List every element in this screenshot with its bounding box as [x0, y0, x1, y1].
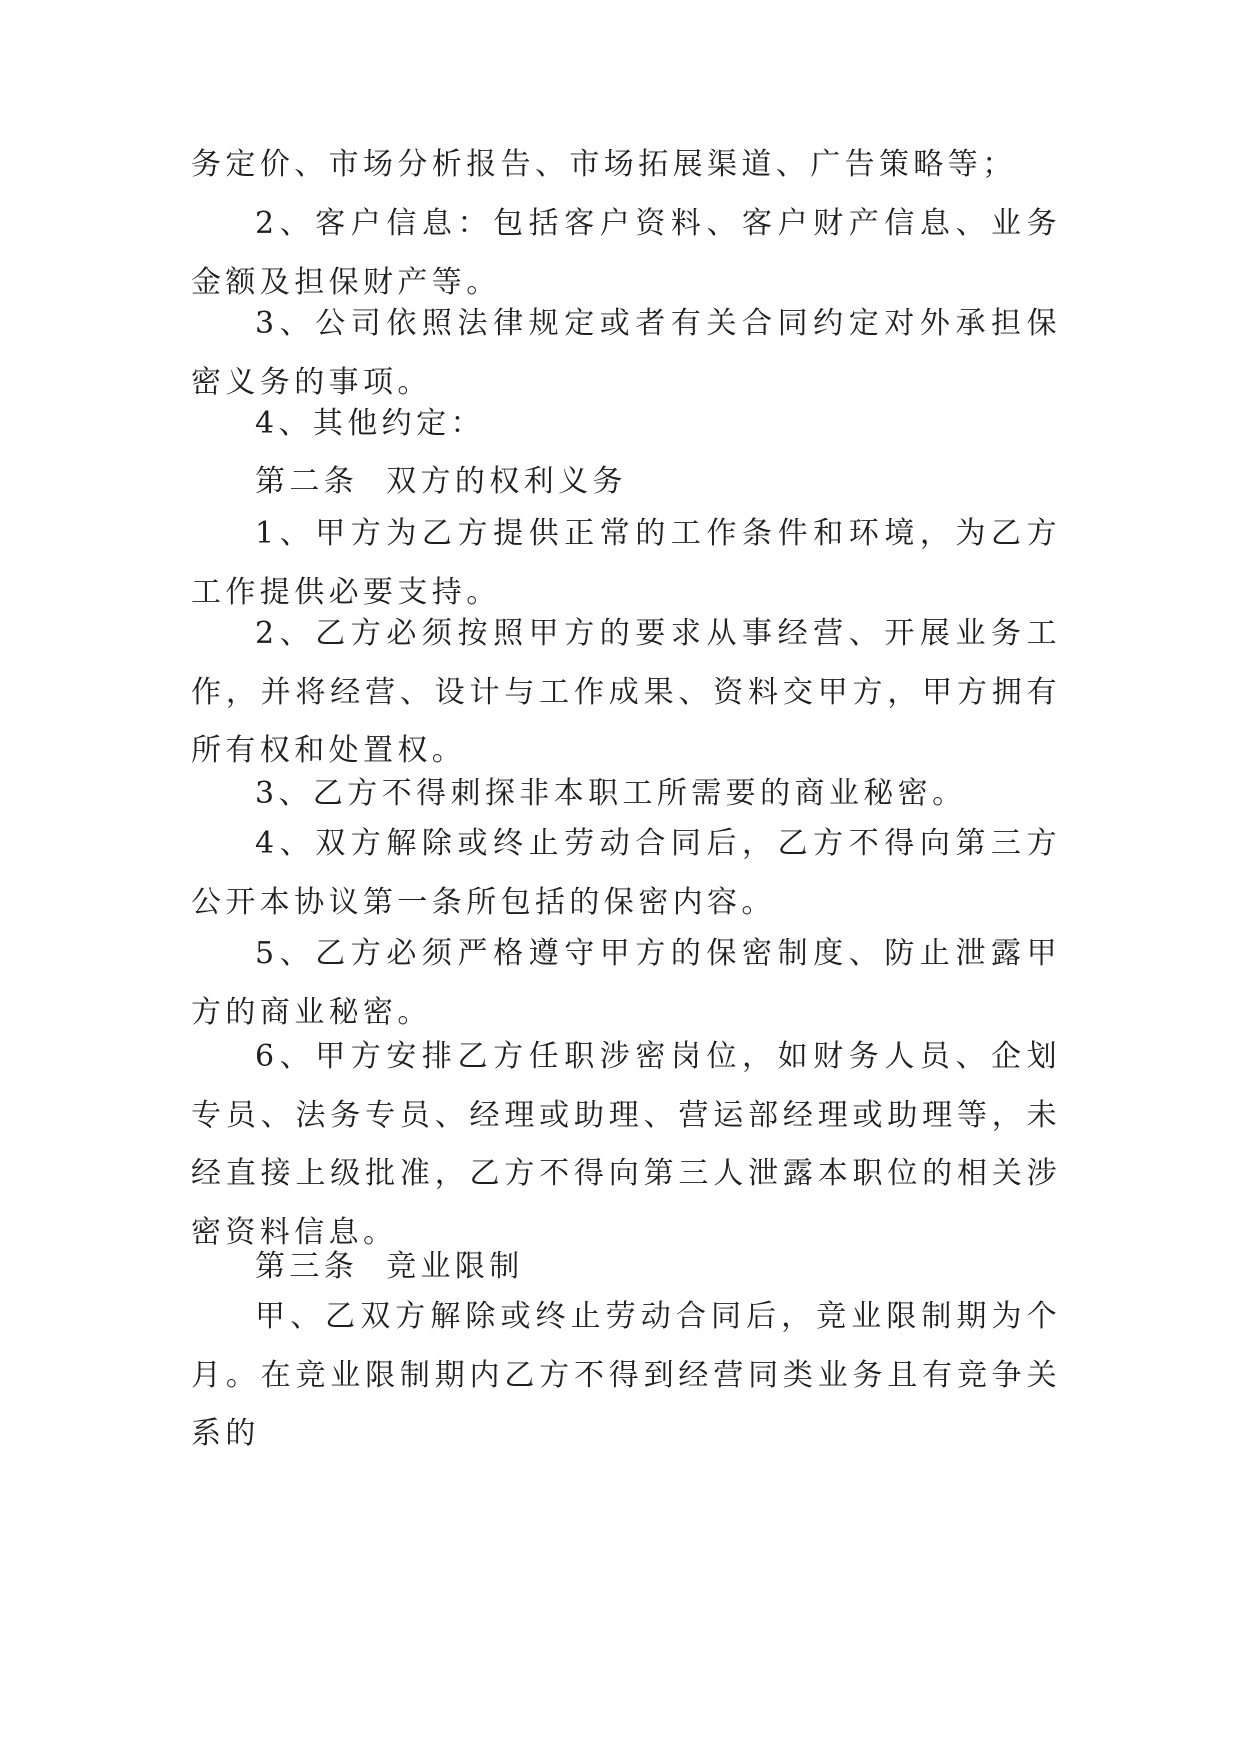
- paragraph-article-2-item-6: 6、甲方安排乙方任职涉密岗位，如财务人员、企划专员、法务专员、经理或助理、营运部经理或助理等，未经直接上级批准，乙方不得向第三人泄露本职位的相关涉密资料信息。: [191, 1039, 1061, 1250]
- paragraph-other-agreements: 4、其他约定：: [255, 406, 485, 441]
- article-3-heading: 第三条 竞业限制: [255, 1249, 524, 1284]
- article-2-heading: 第二条 双方的权利义务: [255, 464, 627, 499]
- paragraph-article-2-item-4: 4、双方解除或终止劳动合同后，乙方不得向第三方公开本协议第一条所包括的保密内容。: [191, 826, 1061, 920]
- paragraph-article-2-item-5: 5、乙方必须严格遵守甲方的保密制度、防止泄露甲方的商业秘密。: [191, 936, 1061, 1030]
- paragraph-article-2-item-2: 2、乙方必须按照甲方的要求从事经营、开展业务工作，并将经营、设计与工作成果、资料交甲方，甲方拥有所有权和处置权。: [191, 616, 1061, 768]
- paragraph-legal-obligations: 3、公司依照法律规定或者有关合同约定对外承担保密义务的事项。: [191, 306, 1061, 400]
- paragraph-customer-info: 2、客户信息：包括客户资料、客户财产信息、业务金额及担保财产等。: [191, 206, 1061, 300]
- paragraph-non-compete: 甲、乙双方解除或终止劳动合同后，竞业限制期为个月。在竞业限制期内乙方不得到经营同类业务且有竞争关系的: [191, 1299, 1061, 1451]
- paragraph-article-2-item-3: 3、乙方不得刺探非本职工所需要的商业秘密。: [255, 776, 967, 811]
- paragraph-business-info-continued: 务定价、市场分析报告、市场拓展渠道、广告策略等；: [191, 147, 1017, 182]
- paragraph-article-2-item-1: 1、甲方为乙方提供正常的工作条件和环境，为乙方工作提供必要支持。: [191, 516, 1061, 610]
